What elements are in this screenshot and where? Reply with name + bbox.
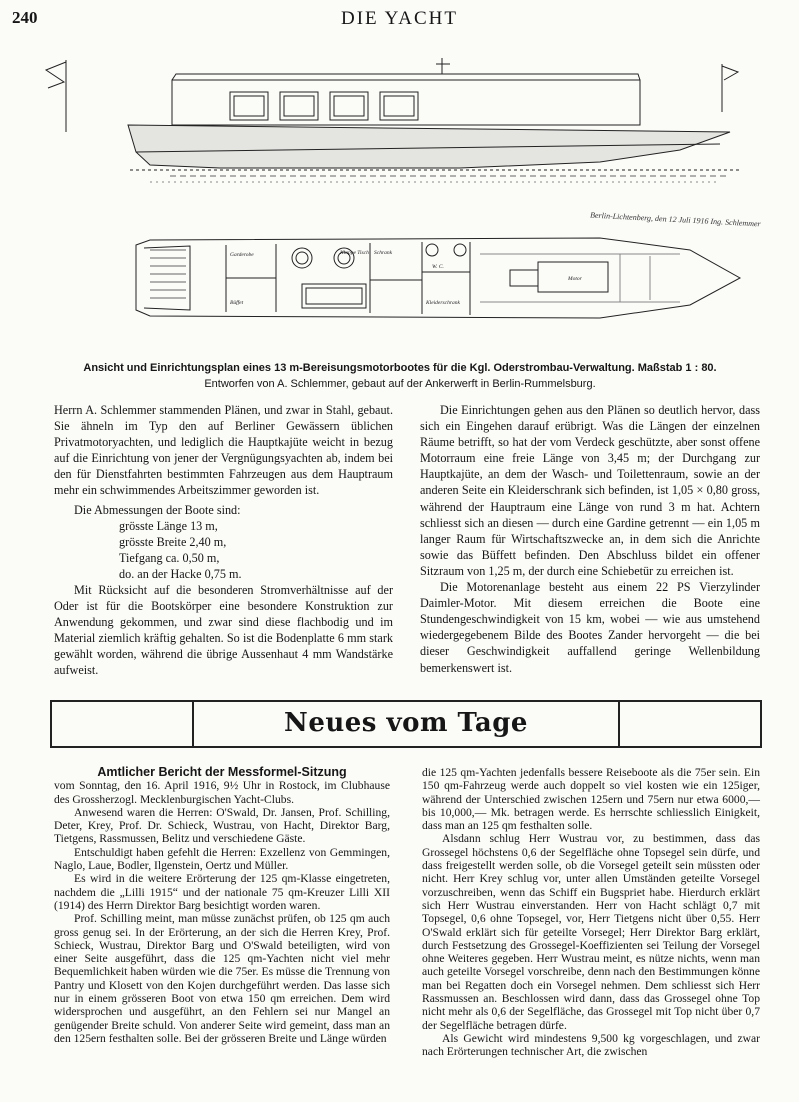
dimension-item: Tiefgang ca. 0,50 m, — [119, 550, 220, 565]
drawing-signature: Berlin-Lichtenberg, den 12 Juli 1916 Ing. Schlemmer — [589, 210, 761, 229]
caption-main: Ansicht und Einrichtungsplan eines 13 m-Bereisungsmotorbootes für die Kgl. Oderstrombau-Verwaltung. — [83, 362, 635, 374]
paragraph: Herrn A. Schlemmer stammenden Plänen, und zwar in Stahl, gebaut. Sie ähneln im Typ den auf Berliner Gewässern üblichen Privatmotoryachten, und lediglich die Hauptkajüte weicht in bezug auf die Einrichtung von jener der Vergnügungsyachten ab, indem bei den für Dienstfahrten bestimmten Fahrzeugen aus dem Hauptraum mehr ein schwimmendes Arbeitszimmer geworden ist. — [54, 403, 393, 498]
paragraph: Anwesend waren die Herren: O'Swald, Dr. Jansen, Prof. Schilling, Deter, Krey, Prof. Dr. Schieck, Wustrau, von Hacht, Direktor Barg, Tietgens, Rassmussen, Belitz und verschiedene Gäste. — [54, 805, 390, 846]
label-schrank: Schrank — [374, 250, 393, 256]
paragraph: Prof. Schilling meint, man müsse zunächst prüfen, ob 125 qm auch gross genug sei. In der Erörterung, an der sich die Herren Krey, Prof. Schieck, Wustrau, Direktor Barg und O'Swald beteiligten, wird von einer Seite ausgeführt, dass die 125 qm-Yachten nicht viel mehr Bequemlichkeit haben würden wie die 75er. Es müsse die Trennung von Pantry und Klosett von den Kojen durchgeführt werden. Das lasse sich nur in einem grösseren Boot von etwa 150 qm erreichen. Dem wird widersprochen und ausgeführt, an den Fehlern sei nur Mangel an genügender Breite schuld. Von anderer Seite wird gemeint, dass man an den 125ern festhalten solle. Bei der grösseren Breite und Länge würden — [54, 912, 390, 1045]
label-bueffet: Büffet — [230, 300, 244, 306]
superstructure — [172, 80, 640, 125]
hull-side — [128, 125, 730, 168]
boat-drawing — [40, 40, 760, 340]
label-garderobe: Garderobe — [230, 252, 254, 258]
dimension-item: grösste Breite 2,40 m, — [119, 534, 227, 549]
paragraph: Die Einrichtungen gehen aus den Plänen so deutlich hervor, dass sich ein Eingehen darauf erübrigt. Was die Längen der einzelnen Räume betrifft, so hat der vom Verdeck geschützte, aber sonst offene Motorraum eine freie Länge von 3,45 m; der Durchgang zur Hauptkajüte, an dem der Wasch- und Toilettenraum, sowie an der anderen Seite ein Kleiderschrank sich befinden, ist 1,05 × 0,80 gross, während der Hauptraum eine Länge von rund 3 m hat. Achtern schliesst sich an diesen — durch eine Gardine getrennt — ein 1,05 m langer Raum für Wirtschaftszwecke an, in dem sich die Anrichte sowie das Büffett befinden. Den Abschluss bildet ein offener Sitzraum von 1,25 m, der durch eine Schiebetür zu erreichen ist. — [420, 403, 760, 578]
journal-title: DIE YACHT — [340, 8, 459, 29]
label-motor: Motor — [568, 276, 582, 282]
label-kleiderschrank: Kleiderschrank — [426, 300, 460, 306]
mast — [436, 58, 450, 74]
caption-scale: Maßstab 1 : 80. — [637, 362, 717, 374]
section-banner — [50, 700, 762, 748]
caption-credit: Entworfen von A. Schlemmer, gebaut auf der Ankerwerft in Berlin-Rummelsburg. — [204, 378, 596, 390]
report-heading: Amtlicher Bericht der Messformel-Sitzung — [97, 765, 347, 779]
article-column-left — [54, 402, 393, 678]
dimension-item: grösste Länge 13 m, — [119, 518, 218, 533]
flag-bow — [722, 64, 738, 112]
paragraph: Es wird in die weitere Erörterung der 125 qm-Klasse eingetreten, nachdem die „Lilli 1915“ und der nationale 75 qm-Kreuzer Lilli XII (1914) des Herrn Direktor Barg besichtigt worden waren. — [54, 872, 390, 912]
page-number: 240 — [12, 8, 38, 27]
dimension-item: do. an der Hacke 0,75 m. — [119, 566, 242, 581]
paragraph: Mit Rücksicht auf die besonderen Stromverhältnisse auf der Oder ist für die Bootskörper eine besondere Konstruktion zur Anwendung gekommen, und zwar sind diese flachbodig und im Material ziemlich kräftig gehalten. So ist die Bodenplatte 6 mm stark gewählt worden, während die übrige Aussenhaut 4 mm Wandstärke aufweist. — [54, 582, 393, 678]
report-column-left — [54, 766, 390, 1045]
label-klappe-tisch: Klappe Tisch — [340, 250, 369, 256]
page-header — [0, 0, 799, 32]
report-column-right — [422, 766, 760, 1059]
paragraph: Als Gewicht wird mindestens 9,500 kg vorgeschlagen, und zwar nach Erörterungen technischer Art, die zwischen — [422, 1031, 760, 1059]
dimensions-title: Die Abmessungen der Boote sind: — [74, 502, 241, 517]
paragraph: Alsdann schlug Herr Wustrau vor, zu bestimmen, dass das Grossegel höchstens 0,6 der Segelfläche ohne Topsegel sein dürfe, und dass freigestellt werden solle, ob die Vorsegel geteilt sein müssten oder nicht. Herr Krey schlug vor, unter allen Umständen geteilte Vorsegel vorzuschreiben, wenn das Schiff ein Bugspriet habe. Hierdurch erklärt sich Herr Wustrau einverstanden. Herr von Hacht schlägt 0,7 mit Topsegel, 0,6 ohne Topsegel, vor, Herr Tietgens nicht über 0,55. Herr O'Swald erklärt sich für geteilte Vorsegel; Herr Direktor Barg erklärt, durch Festsetzung des Grossegel-Koeffizienten sei Teilung der Vorsegel ohne Weiteres gegeben. Herr Wustrau meint, es nütze nichts, wenn man auch geteilte Vorsegel vorschreibe, denn nach den Bestimmungen könne man bei Regatten doch ein Vorsegel nehmen. Dem schliesst sich Herr Rassmussen an. Beschlossen wird dann, dass das Grossegel ohne Top nicht mehr als 0,6 der Segelfläche, das Grossegel mit Top nicht über 0,7 der Segelfläche betragen dürfe. — [422, 832, 760, 1032]
section-title: Neues vom Tage — [284, 708, 528, 738]
dimensions-list — [54, 518, 393, 582]
flag-stern — [46, 60, 66, 132]
paragraph: die 125 qm-Yachten jedenfalls bessere Reiseboote als die 75er sein. Ein 150 qm-Fahrzeug werde auch doppelt so viel kosten wie ein 125iger, während der Unterschied zwischen 125ern und 75ern nur etwa 6000,— bis 10,000,— Mk. betragen werde. Es herrschte schliesslich Einigkeit, dass man an 125 qm festhalten solle. — [422, 766, 760, 833]
label-wc: W. C. — [432, 264, 444, 270]
paragraph: Entschuldigt haben gefehlt die Herren: Exzellenz von Gemmingen, Naglo, Laue, Bodler, Ilgenstein, Oertz und Müller. — [54, 845, 390, 873]
paragraph: Die Motorenanlage besteht aus einem 22 PS Vierzylinder Daimler-Motor. Mit diesem erreichen die Boote eine Stundengeschwindigkeit von 15 km, wobei — wie aus umstehend wiedergegebenem Bilde des Bootes Zander hervorgeht — die bei dieser Geschwindigkeit auffallend geringe Wellenbildung bemerkenswert ist. — [420, 580, 760, 675]
round-table — [292, 248, 312, 268]
article-column-right — [420, 402, 760, 676]
paragraph: vom Sonntag, den 16. April 1916, 9½ Uhr in Rostock, im Clubhause des Grossherzogl. Mecklenburgischen Yacht-Clubs. — [54, 779, 390, 806]
figure-caption — [40, 360, 760, 392]
